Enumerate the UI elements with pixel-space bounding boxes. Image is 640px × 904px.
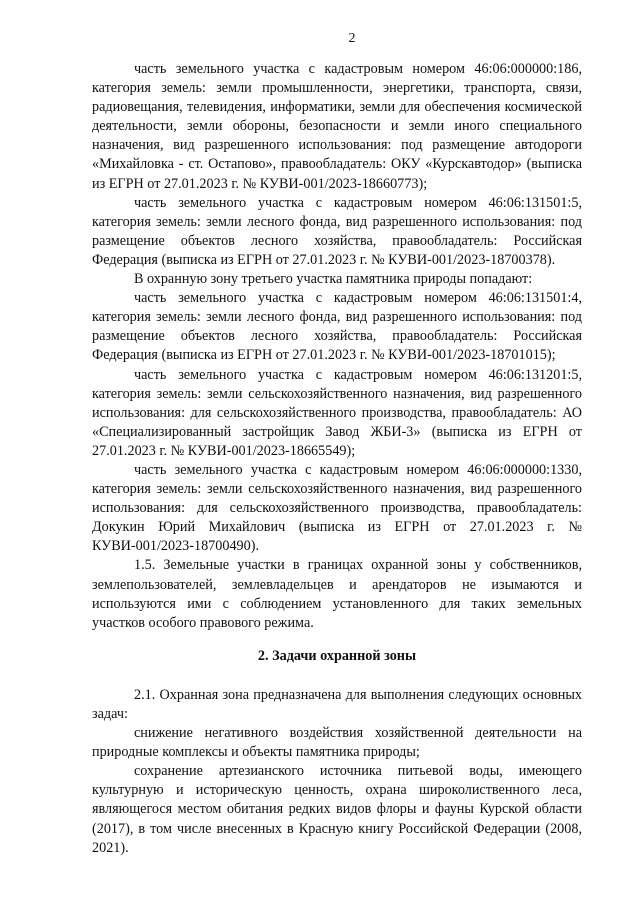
- paragraph: часть земельного участка с кадастровым номером 46:06:131501:4, категория земель: земли лесного фонда, вид разрешенного использования: под размещение объектов лесного хозяйства, правообладатель: Российская Федерация (выписка из ЕГРН от 27.01.2023 г. № КУВИ-001/2023-18701015);: [92, 290, 582, 364]
- page-number: 2: [348, 31, 356, 46]
- paragraph: сохранение артезианского источника питьевой воды, имеющего культурную и историческую ценность, охрана широколиственного леса, являющегося местом обитания редких видов флоры и фауны Курской области (2017), в том числе внесенных в Красную книгу Российской Федерации (2008, 2021).: [92, 763, 582, 856]
- paragraph: часть земельного участка с кадастровым номером 46:06:000000:1330, категория земель: земли сельскохозяйственного назначения, вид разрешенного использования: для сельскохозяйственного производства, правообладатель: Докукин Юрий Михайлович (выписка из ЕГРН от 27.01.2023 г. № КУВИ-001/2023-18700490).: [92, 461, 582, 555]
- paragraph: часть земельного участка с кадастровым номером 46:06:131201:5, категория земель: земли сельскохозяйственного назначения, вид разрешенного использования: для сельскохозяйственного производства, правообладатель: АО «Специализированный застройщик Завод ЖБИ-3» (выписка из ЕГРН от 27.01.2023 г. № КУВИ-001/2023-18665549);: [92, 366, 582, 459]
- paragraph: 2.1. Охранная зона предназначена для выполнения следующих основных задач:: [92, 686, 582, 722]
- paragraph: часть земельного участка с кадастровым номером 46:06:000000:186, категория земель: земли промышленности, энергетики, транспорта, связи, радиовещания, телевидения, информатики, земли для обеспечения космической деятельности, земли обороны, безопасности и земли иного специального назначения, вид разрешенного использования: под размещение автодороги «Михайловка - ст. Остапово», правообладатель: ОКУ «Курскавтодор» (выписка из ЕГРН от 27.01.2023 г. № КУВИ-001/2023-18660773);: [92, 61, 582, 192]
- paragraph: В охранную зону третьего участка памятника природы попадают:: [134, 271, 533, 288]
- section-heading: 2. Задачи охранной зоны: [257, 647, 417, 664]
- paragraph: снижение негативного воздействия хозяйственной деятельности на природные комплексы и объекты памятника природы;: [92, 725, 582, 761]
- document-body: [92, 60, 582, 858]
- paragraph: 1.5. Земельные участки в границах охранной зоны у собственников, землепользователей, землевладельцев и арендаторов не изымаются и используются ими с соблюдением установленного для таких земельных участков особого правового режима.: [92, 557, 582, 631]
- paragraph: часть земельного участка с кадастровым номером 46:06:131501:5, категория земель: земли лесного фонда, вид разрешенного использования: под размещение объектов лесного хозяйства, правообладатель: Российская Федерация (выписка из ЕГРН от 27.01.2023 г. № КУВИ-001/2023-18700378).: [92, 194, 582, 268]
